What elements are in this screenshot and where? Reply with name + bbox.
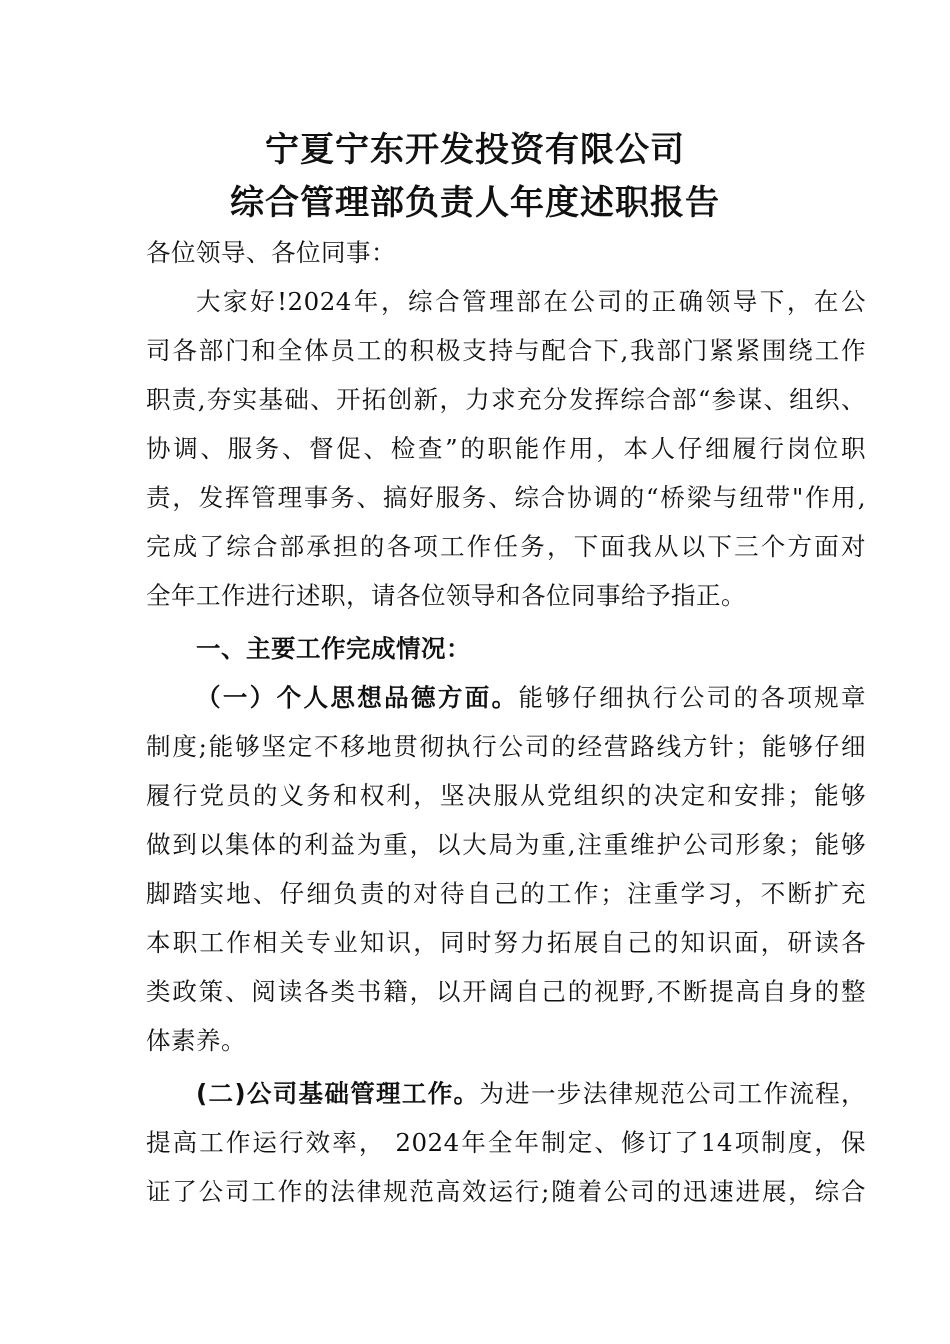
subsection-1-first-line	[196, 682, 866, 714]
document-title-line-1: 宁夏宁东开发投资有限公司	[265, 130, 685, 170]
intro-line: 完成了综合部承担的各项工作任务，下面我从以下三个方面对	[146, 532, 866, 561]
intro-line: 司各部门和全体员工的积极支持与配合下,我部门紧紧围绕工作	[146, 336, 866, 365]
subsection-1-line: 制度;能够坚定不移地贯彻执行公司的经营路线方针；能够仔细	[146, 732, 866, 761]
subsection-1-line: 做到以集体的利益为重，以大局为重,注重维护公司形象；能够	[146, 830, 866, 859]
subsection-2-heading: (二)公司基础管理工作。	[196, 1079, 480, 1108]
subsection-1-line: 本职工作相关专业知识，同时努力拓展自己的知识面，研读各	[146, 928, 866, 957]
subsection-2-line: 提高工作运行效率， 2024年全年制定、修订了14项制度，保	[146, 1128, 866, 1157]
subsection-1-line: 体素养。	[146, 1026, 246, 1055]
intro-line: 责，发挥管理事务、搞好服务、综合协调的“桥梁与纽带"作用,	[146, 483, 866, 512]
subsection-1-heading: （一）个人思想品德方面。	[196, 683, 519, 712]
section-heading: 一、主要工作完成情况：	[196, 634, 471, 663]
subsection-1-line: 履行党员的义务和权利，坚决服从党组织的决定和安排；能够	[146, 781, 866, 810]
subsection-1-line: 类政策、阅读各类书籍，以开阔自己的视野,不断提高自身的整	[146, 977, 866, 1006]
intro-line: 大家好!2024年，综合管理部在公司的正确领导下，在公	[196, 287, 866, 316]
intro-line: 协调、服务、督促、检查”的职能作用，本人仔细履行岗位职	[146, 434, 866, 463]
document-title-line-2: 综合管理部负责人年度述职报告	[230, 183, 720, 223]
subsection-2-text: 为进一步法律规范公司工作流程，	[479, 1079, 867, 1108]
subsection-2-line: 证了公司工作的法律规范高效运行;随着公司的迅速进展，综合	[146, 1177, 866, 1206]
intro-line: 职责,夯实基础、开拓创新，力求充分发挥综合部“参谋、组织、	[146, 385, 866, 414]
subsection-1-text: 能够仔细执行公司的各项规章	[518, 683, 866, 712]
subsection-1-line: 脚踏实地、仔细负责的对待自己的工作；注重学习，不断扩充	[146, 879, 866, 908]
subsection-2-first-line	[196, 1078, 866, 1110]
intro-line: 全年工作进行述职，请各位领导和各位同事给予指正。	[146, 581, 746, 610]
salutation: 各位领导、各位同事：	[146, 238, 396, 267]
